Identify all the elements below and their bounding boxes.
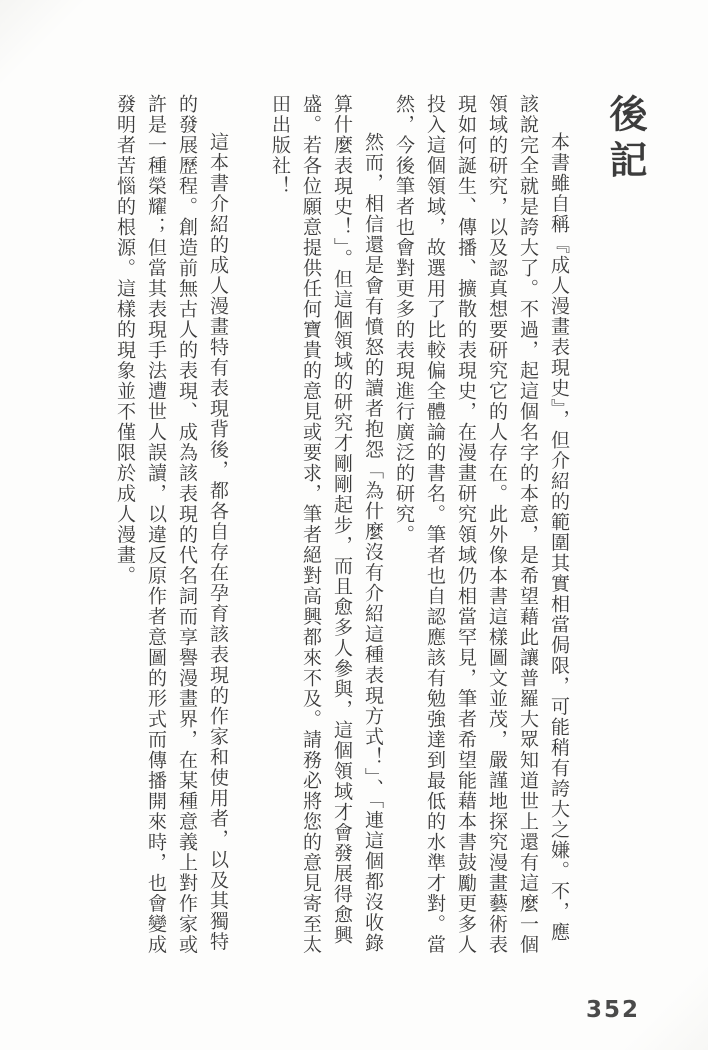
page-number: 352 bbox=[585, 997, 640, 1023]
afterword-paragraph-1: 本書雖自稱『成人漫畫表現史』，但介紹的範圍其實相當侷限，可能稍有誇大之嫌。不，應該說完全就是誇大了。不過，起這個名字的本意，是希望藉此讓普羅大眾知道世上還有這麼一個領域的研究，以及認真想要研究它的人存在。此外像本書這樣圖文並茂，嚴謹地探究漫畫藝術表現如何誕生、傳播、擴散的表現史，在漫畫研究領域仍相當罕見，筆者希望能藉本書鼓勵更多人投入這個領域，故選用了比較偏全體論的書名。筆者也自認應該有勉強達到最低的水準才對。當然，今後筆者也會對更多的表現進行廣泛的研究。 bbox=[393, 94, 570, 955]
afterword-paragraph-3: 這本書介紹的成人漫畫特有表現背後，都各自存在孕育該表現的作家和使用者，以及其獨特的發展歷程。創造前無古人的表現、成為該表現的代名詞而享譽漫畫界，在某種意義上對作家或許是一種榮耀；但當其表現手法遭世人誤讀，以違反原作者意圖的形式而傳播開來時，也會變成發明者苦惱的根源。這樣的現象並不僅限於成人漫畫。 bbox=[114, 94, 229, 955]
chapter-title: 後記 bbox=[603, 94, 647, 186]
afterword-body bbox=[109, 94, 650, 960]
afterword-paragraph-2: 然而，相信還是會有憤怒的讀者抱怨「為什麼沒有介紹這種表現方式！」、「連這個都沒收錄算什麼表現史！」。但這個領域的研究才剛剛起步，而且愈多人參與，這個領域才會發展得愈興盛。若各位願意提供任何寶貴的意見或要求，筆者絕對高興都來不及。請務必將您的意見寄至太田出版社！ bbox=[269, 94, 384, 955]
